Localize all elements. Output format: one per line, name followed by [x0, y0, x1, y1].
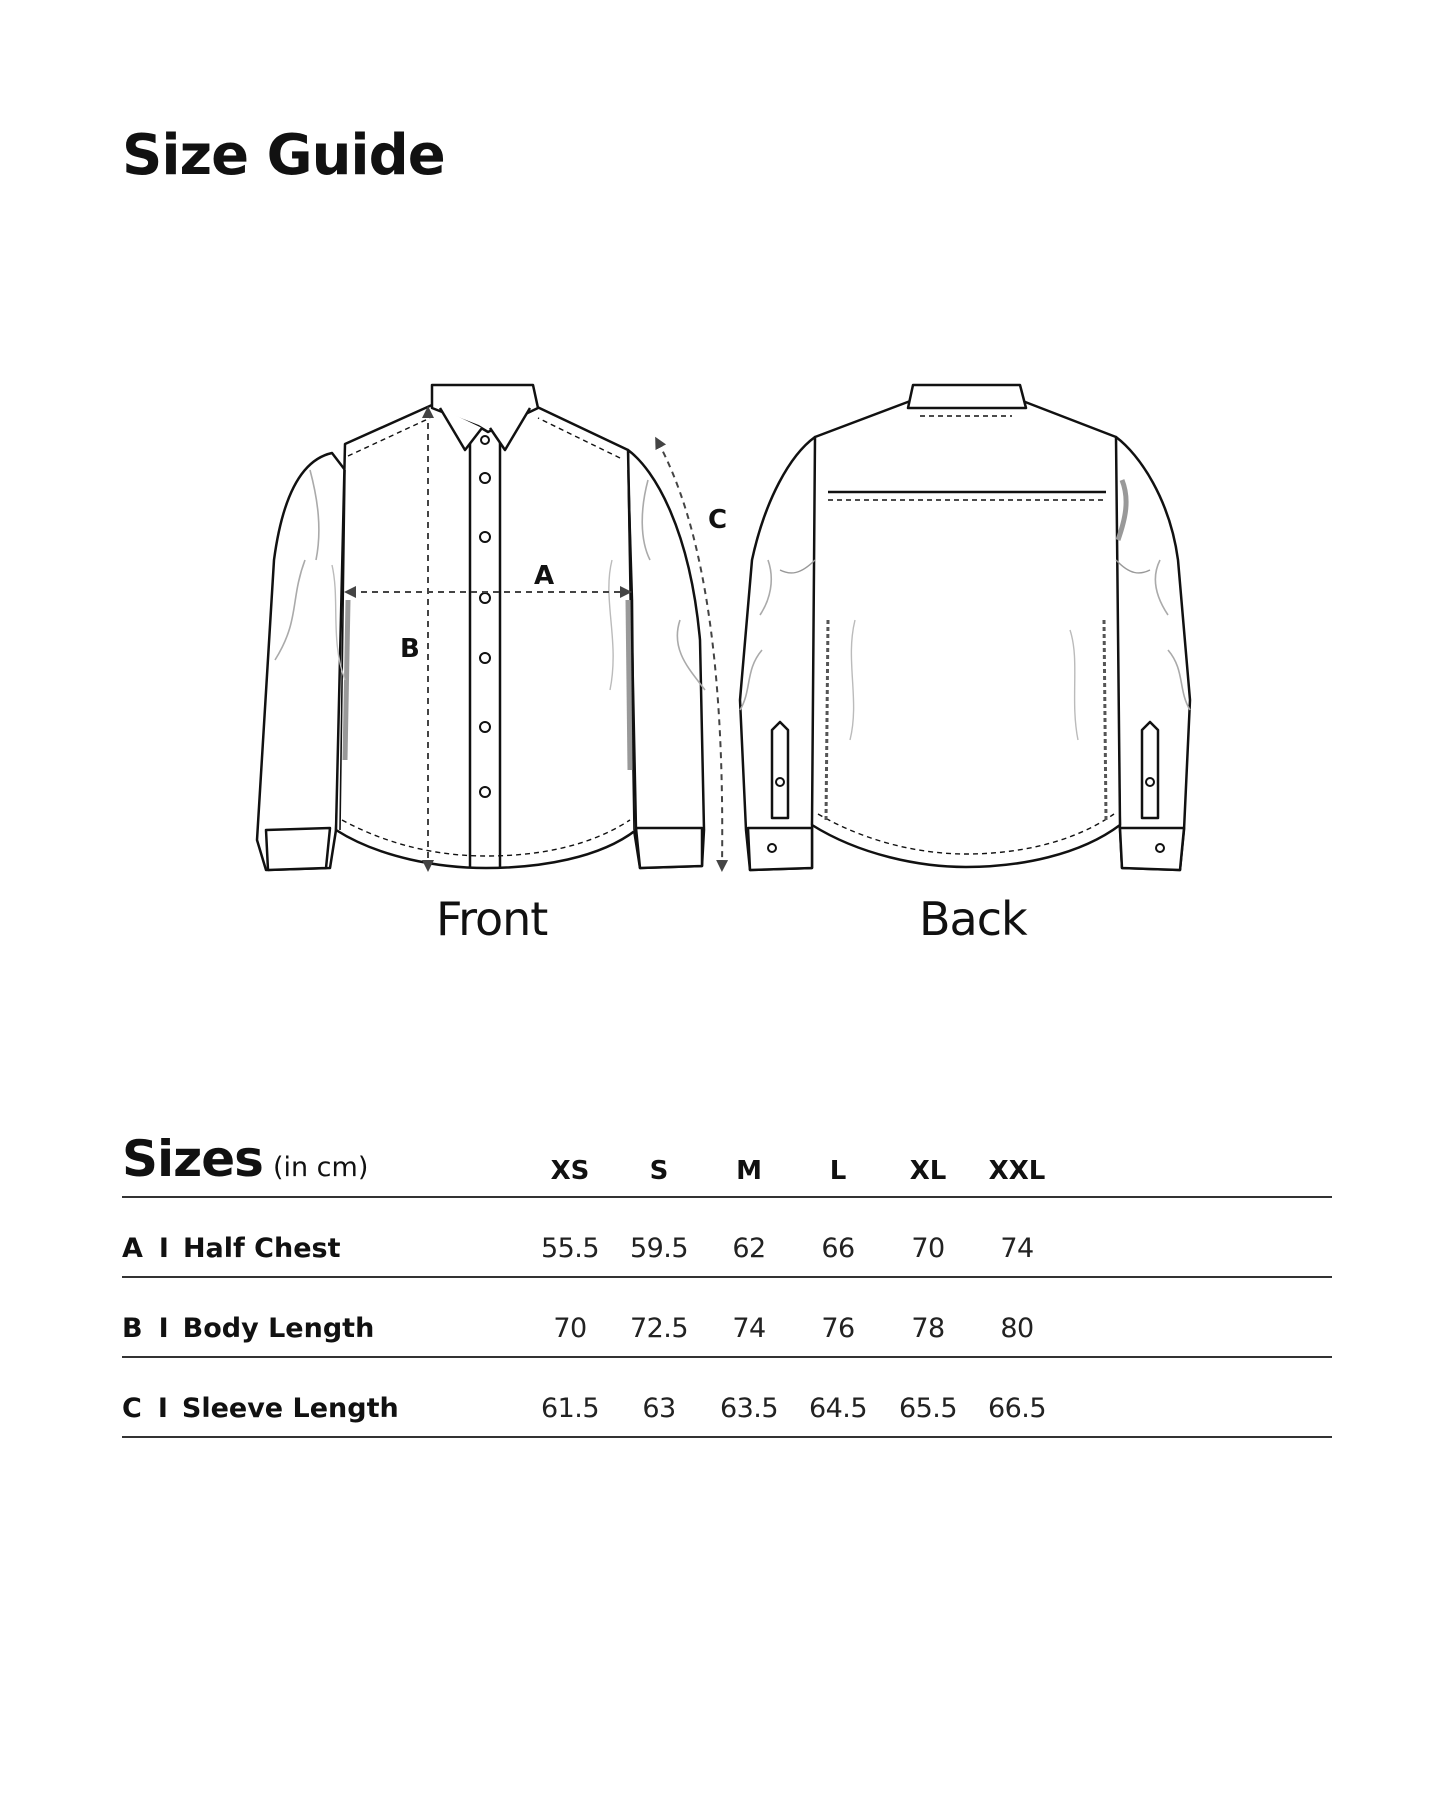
row-name: Sleeve Length — [181, 1393, 399, 1424]
table-header-rule — [122, 1196, 1332, 1198]
table-row-rule — [122, 1356, 1332, 1358]
row-label-sleeve-length — [122, 1395, 399, 1422]
row-separator: I — [157, 1393, 168, 1424]
row-label-body-length — [122, 1315, 374, 1342]
table-cell: 74 — [732, 1313, 766, 1344]
table-cell: 78 — [911, 1313, 945, 1344]
row-separator: I — [158, 1313, 169, 1344]
shirt-diagram — [0, 340, 1445, 980]
table-cell: 59.5 — [629, 1233, 689, 1264]
size-header-s: S — [649, 1156, 669, 1186]
row-name: Body Length — [182, 1313, 375, 1344]
marker-a: A — [534, 561, 555, 591]
table-cell: 65.5 — [898, 1393, 958, 1424]
size-header-xl: XL — [909, 1156, 947, 1186]
table-cell: 74 — [1000, 1233, 1034, 1264]
table-cell: 64.5 — [808, 1393, 868, 1424]
table-cell: 80 — [1000, 1313, 1034, 1344]
table-cell: 61.5 — [540, 1393, 600, 1424]
row-separator: I — [158, 1233, 169, 1264]
table-cell: 62 — [732, 1233, 766, 1264]
front-shirt-illustration — [257, 385, 705, 870]
sizes-heading-text: Sizes — [122, 1130, 263, 1188]
size-header-xxl: XXL — [988, 1156, 1046, 1186]
front-view-label: Front — [436, 892, 548, 946]
back-view-label: Back — [919, 892, 1027, 946]
table-cell: 66 — [821, 1233, 855, 1264]
table-cell: 55.5 — [540, 1233, 600, 1264]
table-cell: 72.5 — [629, 1313, 689, 1344]
marker-c: C — [708, 505, 728, 535]
table-cell: 70 — [553, 1313, 587, 1344]
table-cell: 63.5 — [719, 1393, 779, 1424]
size-header-xs: XS — [550, 1156, 590, 1186]
marker-b: B — [400, 634, 420, 664]
table-row-rule — [122, 1436, 1332, 1438]
row-key: C — [122, 1393, 142, 1424]
table-cell: 76 — [821, 1313, 855, 1344]
size-header-m: M — [736, 1156, 762, 1186]
row-key: B — [122, 1313, 143, 1344]
row-label-half-chest — [122, 1235, 341, 1262]
sizes-unit: (in cm) — [272, 1152, 369, 1183]
page-title: Size Guide — [122, 123, 445, 188]
back-shirt-illustration — [740, 385, 1190, 870]
size-header-l: L — [829, 1156, 847, 1186]
table-cell: 63 — [642, 1393, 676, 1424]
table-cell: 70 — [911, 1233, 945, 1264]
table-cell: 66.5 — [987, 1393, 1047, 1424]
table-row-rule — [122, 1276, 1332, 1278]
row-name: Half Chest — [182, 1233, 341, 1264]
sizes-heading — [122, 1130, 369, 1188]
row-key: A — [122, 1233, 143, 1264]
